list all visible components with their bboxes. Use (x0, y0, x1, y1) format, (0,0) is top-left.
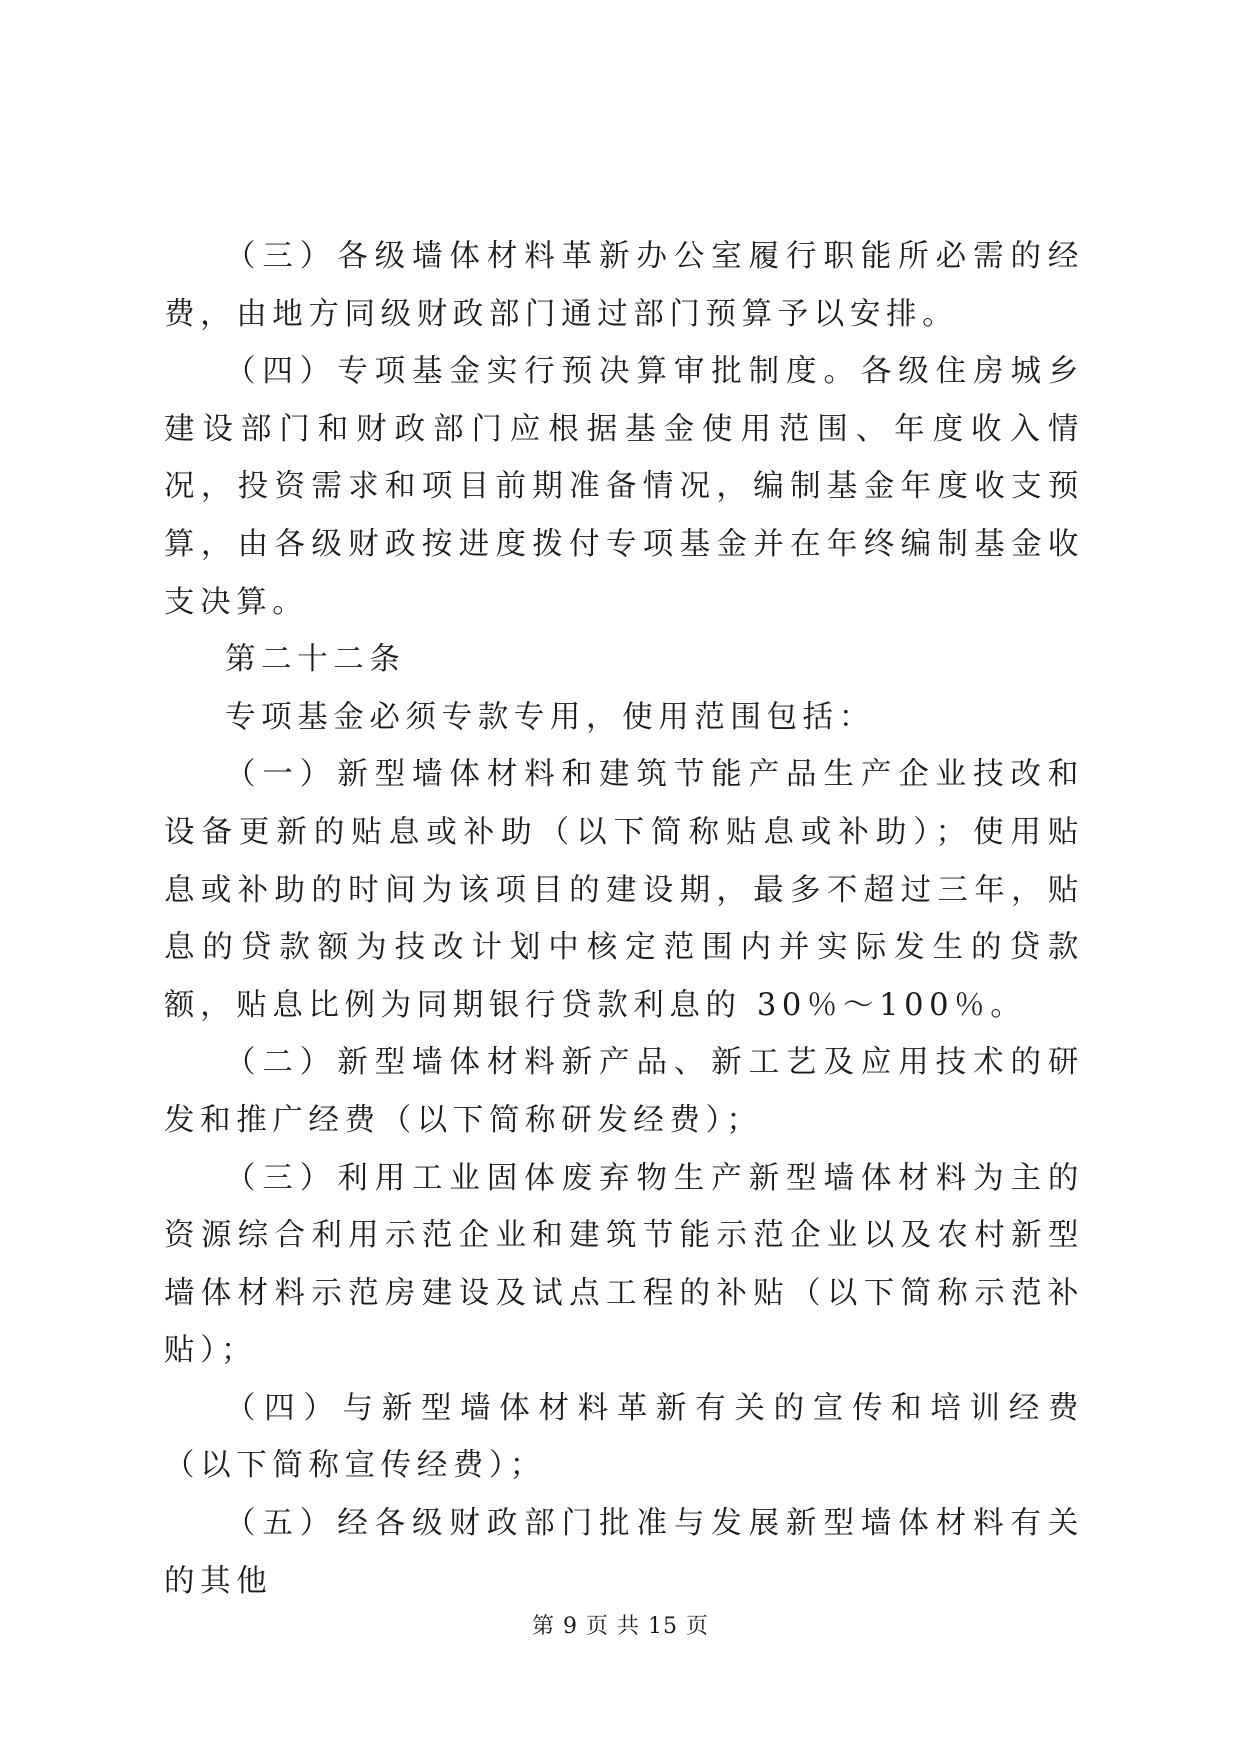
page-number-footer: 第 9 页 共 15 页 (532, 1614, 709, 1639)
document-body (164, 228, 1084, 1610)
paragraph-research-funding: （二）新型墙体材料新产品、新工艺及应用技术的研发和推广经费（以下简称研发经费）； (164, 1045, 1084, 1138)
paragraph-item-4-budget: （四）专项基金实行预决算审批制度。各级住房城乡建设部门和财政部门应根据基金使用范围、年度收入情况，投资需求和项目前期准备情况，编制基金年度收支预算，由各级财政按进度拨付专项基金并在年终编制基金收支决算。 (164, 354, 1084, 620)
paragraph-other: （五）经各级财政部门批准与发展新型墙体材料有关的其他 (164, 1506, 1084, 1599)
paragraph-subsidy: （一）新型墙体材料和建筑节能产品生产企业技改和设备更新的贴息或补助（以下简称贴息或补助）；使用贴息或补助的时间为该项目的建设期，最多不超过三年，贴息的贷款额为技改计划中核定范围内并实际发生的贷款额，贴息比例为同期银行贷款利息的 30％～100％。 (164, 757, 1084, 1023)
paragraph-publicity-funding: （四）与新型墙体材料革新有关的宣传和培训经费（以下简称宣传经费）； (164, 1390, 1084, 1484)
article-heading: 第二十二条 (225, 642, 406, 678)
paragraph-usage-scope: 专项基金必须专款专用，使用范围包括： (225, 699, 875, 735)
paragraph-demonstration-subsidy: （三）利用工业固体废弃物生产新型墙体材料为主的资源综合利用示范企业和建筑节能示范企业以及农村新型墙体材料示范房建设及试点工程的补贴（以下简称示范补贴）； (164, 1160, 1084, 1369)
paragraph-item-3-funding: （三）各级墙体材料革新办公室履行职能所必需的经费，由地方同级财政部门通过部门预算予以安排。 (164, 239, 1084, 332)
